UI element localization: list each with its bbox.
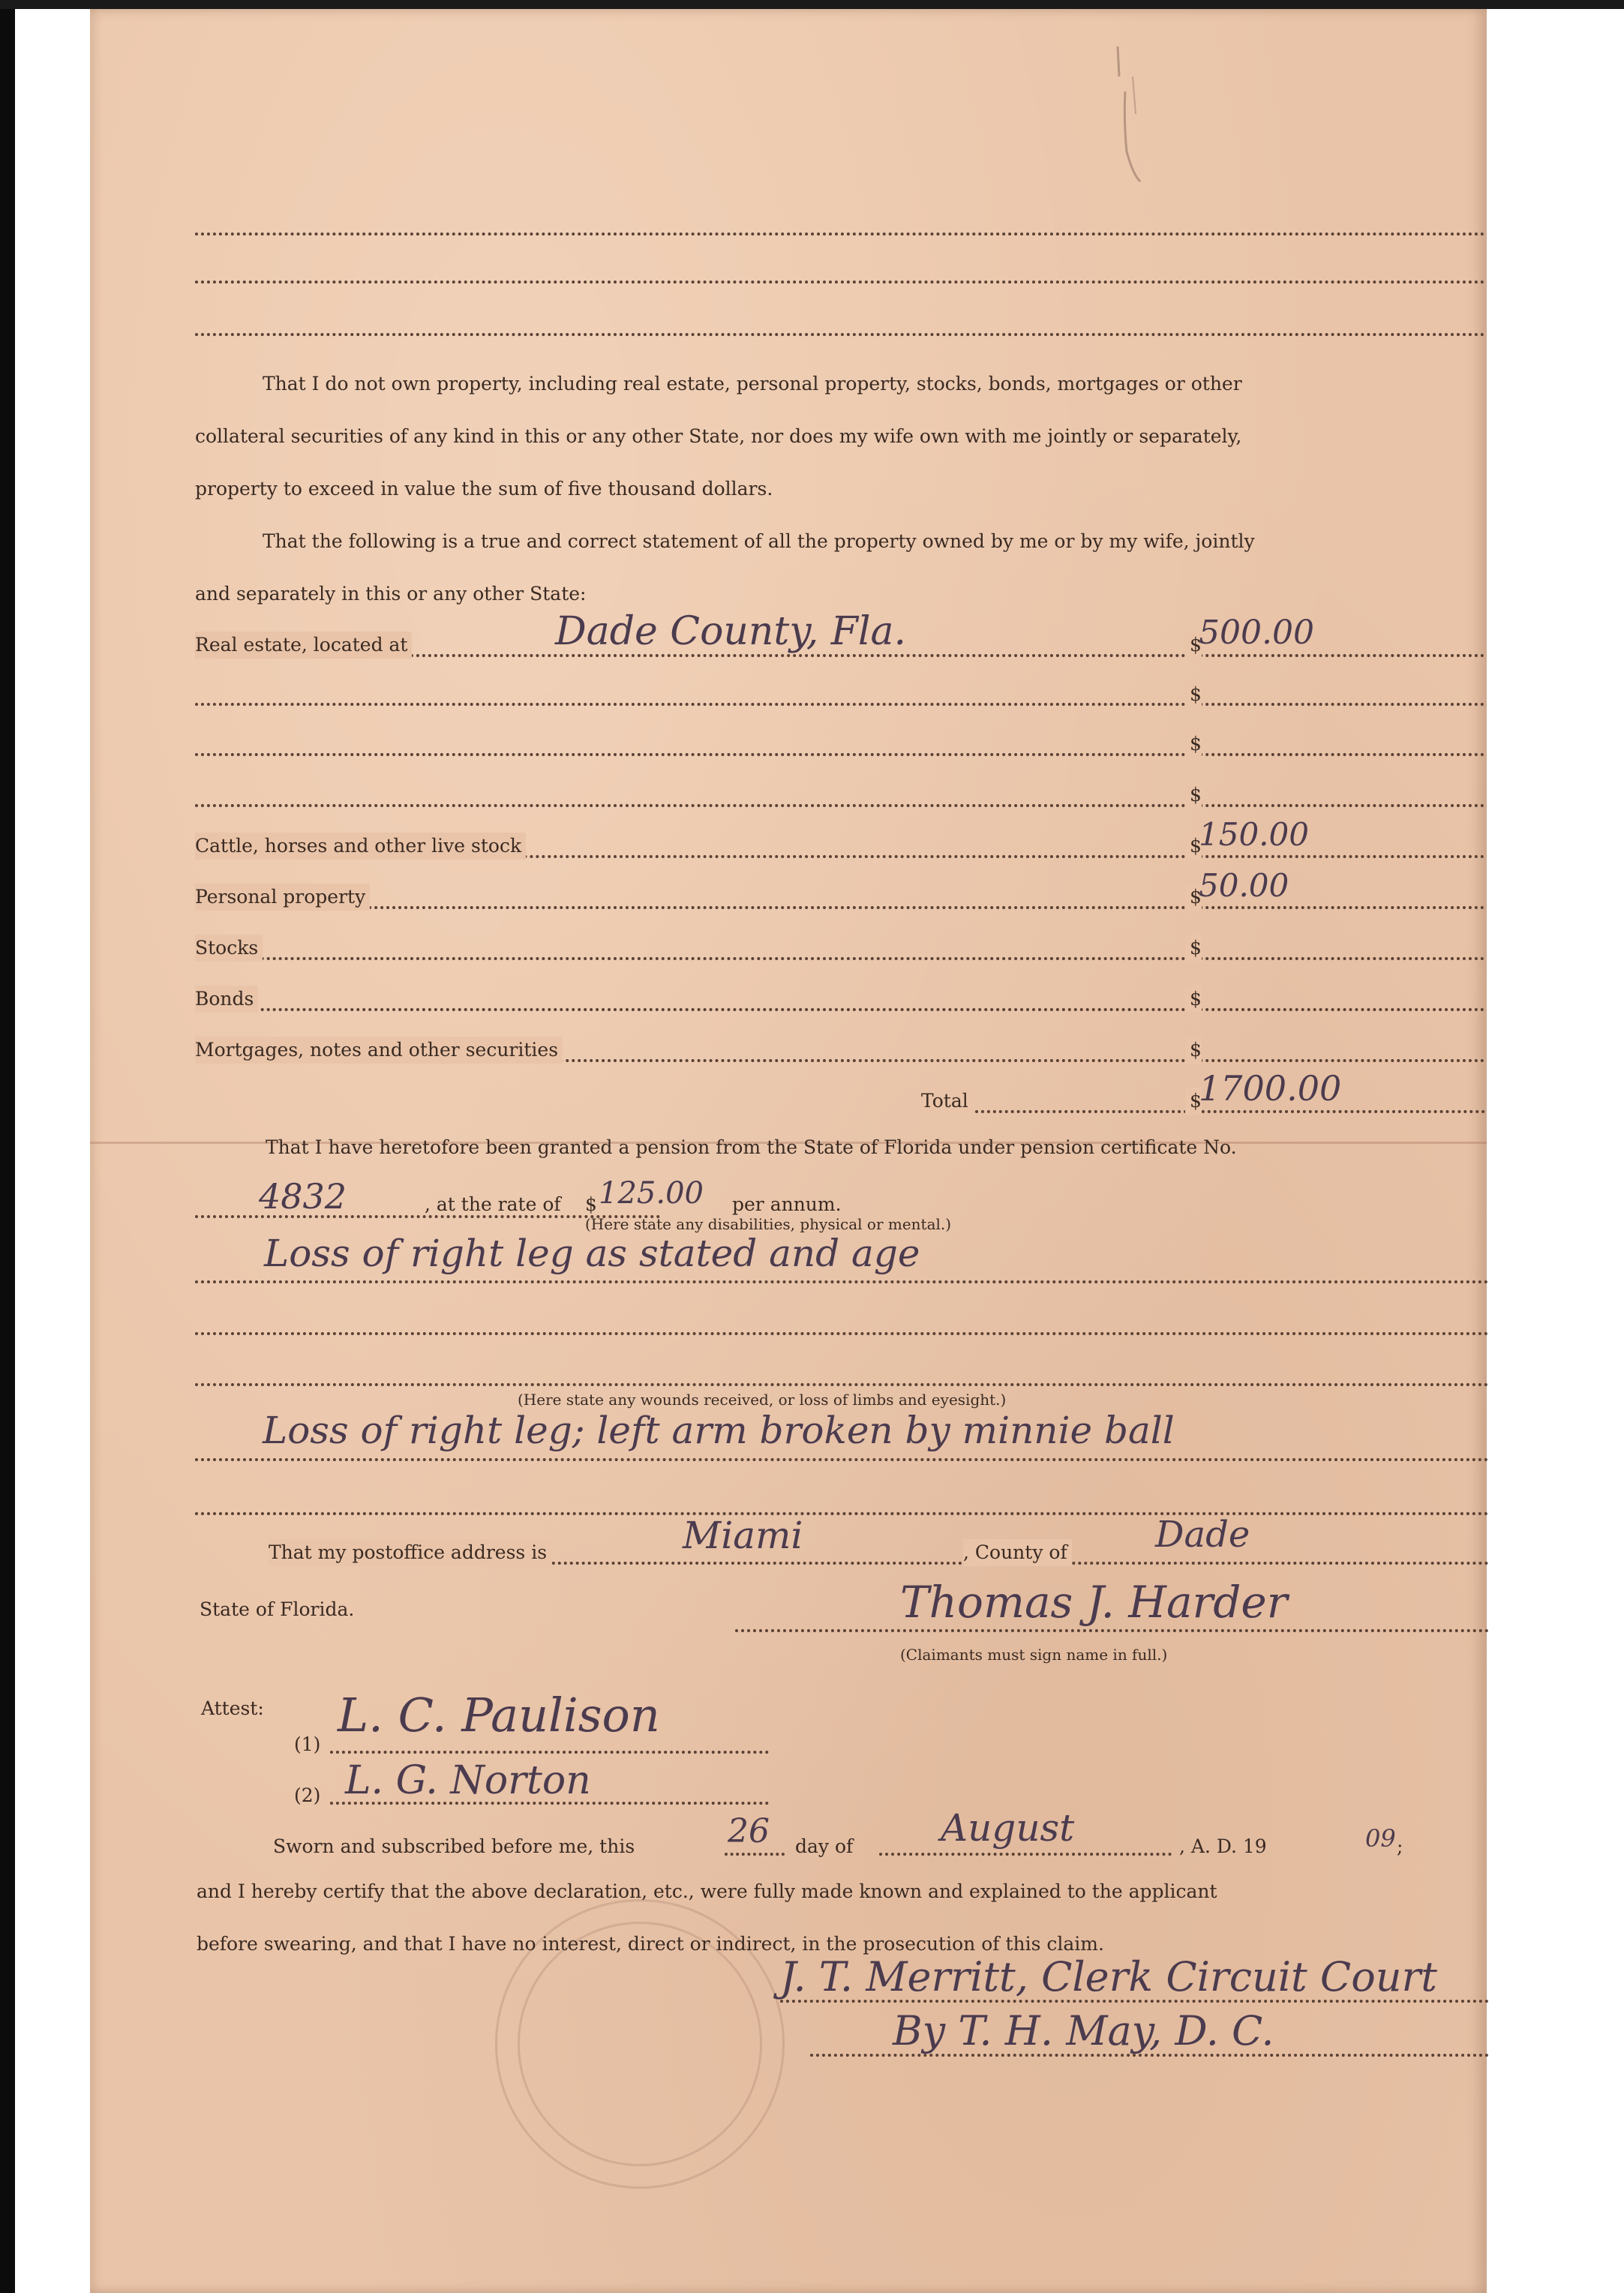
property-declaration-line-2: collateral securities of any kind in this or any other State, nor does my wife own with me jointly or separately, xyxy=(195,425,1242,447)
dotted-leader xyxy=(725,1853,785,1856)
postoffice-field[interactable]: Miami xyxy=(683,1514,803,1557)
dotted-leader xyxy=(195,703,1485,706)
county-label: , County of xyxy=(963,1539,1072,1566)
real-estate-location-field[interactable]: Dade County, Fla. xyxy=(555,609,907,654)
dotted-leader xyxy=(879,1853,1172,1856)
dotted-leader xyxy=(195,804,1485,807)
county-seal-inner-ring xyxy=(518,1922,762,2166)
real-estate-dollar: $ xyxy=(1185,632,1202,659)
signature-line xyxy=(330,1751,769,1754)
witness-1-signature: L. C. Paulison xyxy=(338,1688,660,1742)
total-label: Total xyxy=(921,1088,973,1115)
livestock-value-field[interactable]: 150.00 xyxy=(1199,816,1309,853)
witness-1-number: (1) xyxy=(294,1733,321,1755)
per-annum-label: per annum. xyxy=(732,1193,842,1215)
dotted-leader xyxy=(195,1008,1485,1011)
blank-dollar: $ xyxy=(1185,782,1202,809)
total-dollar: $ xyxy=(1185,1088,1202,1115)
certify-line-2: before swearing, and that I have no interest, direct or indirect, in the prosecution of this claim. xyxy=(197,1933,1104,1955)
livestock-label: Cattle, horses and other live stock xyxy=(195,833,526,860)
blank-line xyxy=(195,1383,1489,1386)
bonds-label: Bonds xyxy=(195,986,258,1013)
blank-line xyxy=(195,1458,1489,1461)
stocks-label: Stocks xyxy=(195,935,263,962)
clerk-signature: J. T. Merritt, Clerk Circuit Court xyxy=(780,1953,1437,2000)
statement-line-2: and separately in this or any other State: xyxy=(195,583,587,605)
dotted-leader xyxy=(195,753,1485,756)
dotted-leader xyxy=(195,957,1485,960)
sworn-month-field[interactable]: August xyxy=(941,1806,1075,1850)
real-estate-value-field[interactable]: 500.00 xyxy=(1199,614,1314,652)
property-declaration-line-3: property to exceed in value the sum of five thousand dollars. xyxy=(195,478,773,500)
scan-border-left xyxy=(0,0,15,2293)
pension-rate-field[interactable]: 125.00 xyxy=(599,1176,704,1211)
rate-prefix: , at the rate of xyxy=(425,1193,561,1215)
sworn-day-field[interactable]: 26 xyxy=(728,1812,770,1850)
blank-line xyxy=(195,233,1485,236)
claimant-caption: (Claimants must sign name in full.) xyxy=(900,1646,1168,1664)
blank-dollar: $ xyxy=(1185,681,1202,708)
real-estate-label: Real estate, located at xyxy=(195,632,412,659)
state-of-florida-line: State of Florida. xyxy=(200,1598,355,1620)
personal-property-label: Personal property xyxy=(195,884,370,911)
personal-dollar: $ xyxy=(1185,884,1202,911)
personal-property-value-field[interactable]: 50.00 xyxy=(1199,867,1289,904)
signature-line xyxy=(735,1629,1489,1632)
livestock-dollar: $ xyxy=(1185,833,1202,860)
property-declaration-line-1: That I do not own property, including real estate, personal property, stocks, bonds, mortgages or other xyxy=(263,373,1242,395)
sworn-prefix: Sworn and subscribed before me, this xyxy=(273,1835,635,1857)
bonds-dollar: $ xyxy=(1185,986,1202,1013)
certify-line-1: and I hereby certify that the above declaration, etc., were fully made known and explained to the applicant xyxy=(197,1880,1217,1902)
disabilities-caption: (Here state any disabilities, physical or mental.) xyxy=(585,1215,952,1233)
blank-line xyxy=(195,1280,1489,1283)
wounds-field[interactable]: Loss of right leg; left arm broken by minnie ball xyxy=(263,1409,1175,1452)
total-value-field[interactable]: 1700.00 xyxy=(1199,1068,1342,1109)
certificate-number-field[interactable]: 4832 xyxy=(259,1176,347,1217)
sworn-year-field[interactable]: 09 xyxy=(1365,1824,1396,1853)
blank-dollar: $ xyxy=(1185,731,1202,758)
blank-line xyxy=(195,1512,1489,1515)
disabilities-field[interactable]: Loss of right leg as stated and age xyxy=(264,1232,920,1275)
postoffice-label: That my postoffice address is xyxy=(269,1539,551,1566)
witness-2-number: (2) xyxy=(294,1784,321,1806)
rate-dollar: $ xyxy=(585,1193,597,1215)
paper-clip-mark-icon xyxy=(1103,32,1148,204)
sworn-year-prefix: , A. D. 19 xyxy=(1179,1835,1267,1857)
blank-line xyxy=(195,1332,1489,1335)
blank-line xyxy=(195,333,1485,336)
dotted-leader xyxy=(195,906,1485,909)
sworn-day-of: day of xyxy=(795,1835,854,1857)
mortgages-dollar: $ xyxy=(1185,1037,1202,1064)
witness-2-signature: L. G. Norton xyxy=(345,1758,591,1803)
dotted-leader xyxy=(975,1110,1485,1113)
deputy-clerk-signature: By T. H. May, D. C. xyxy=(893,2007,1274,2054)
document-page xyxy=(90,9,1487,2293)
scan-border-top xyxy=(0,0,1624,9)
sworn-semicolon: ; xyxy=(1397,1835,1403,1857)
wounds-caption: (Here state any wounds received, or loss of limbs and eyesight.) xyxy=(518,1391,1007,1409)
attest-label: Attest: xyxy=(201,1697,264,1719)
statement-line-1: That the following is a true and correct statement of all the property owned by me or by my wife, jointly xyxy=(263,530,1255,552)
county-field[interactable]: Dade xyxy=(1155,1514,1250,1556)
pension-statement-line: That I have heretofore been granted a pension from the State of Florida under pension certificate No. xyxy=(266,1136,1237,1158)
claimant-signature: Thomas J. Harder xyxy=(900,1577,1288,1628)
mortgages-label: Mortgages, notes and other securities xyxy=(195,1037,563,1064)
blank-line xyxy=(195,281,1485,284)
stocks-dollar: $ xyxy=(1185,935,1202,962)
